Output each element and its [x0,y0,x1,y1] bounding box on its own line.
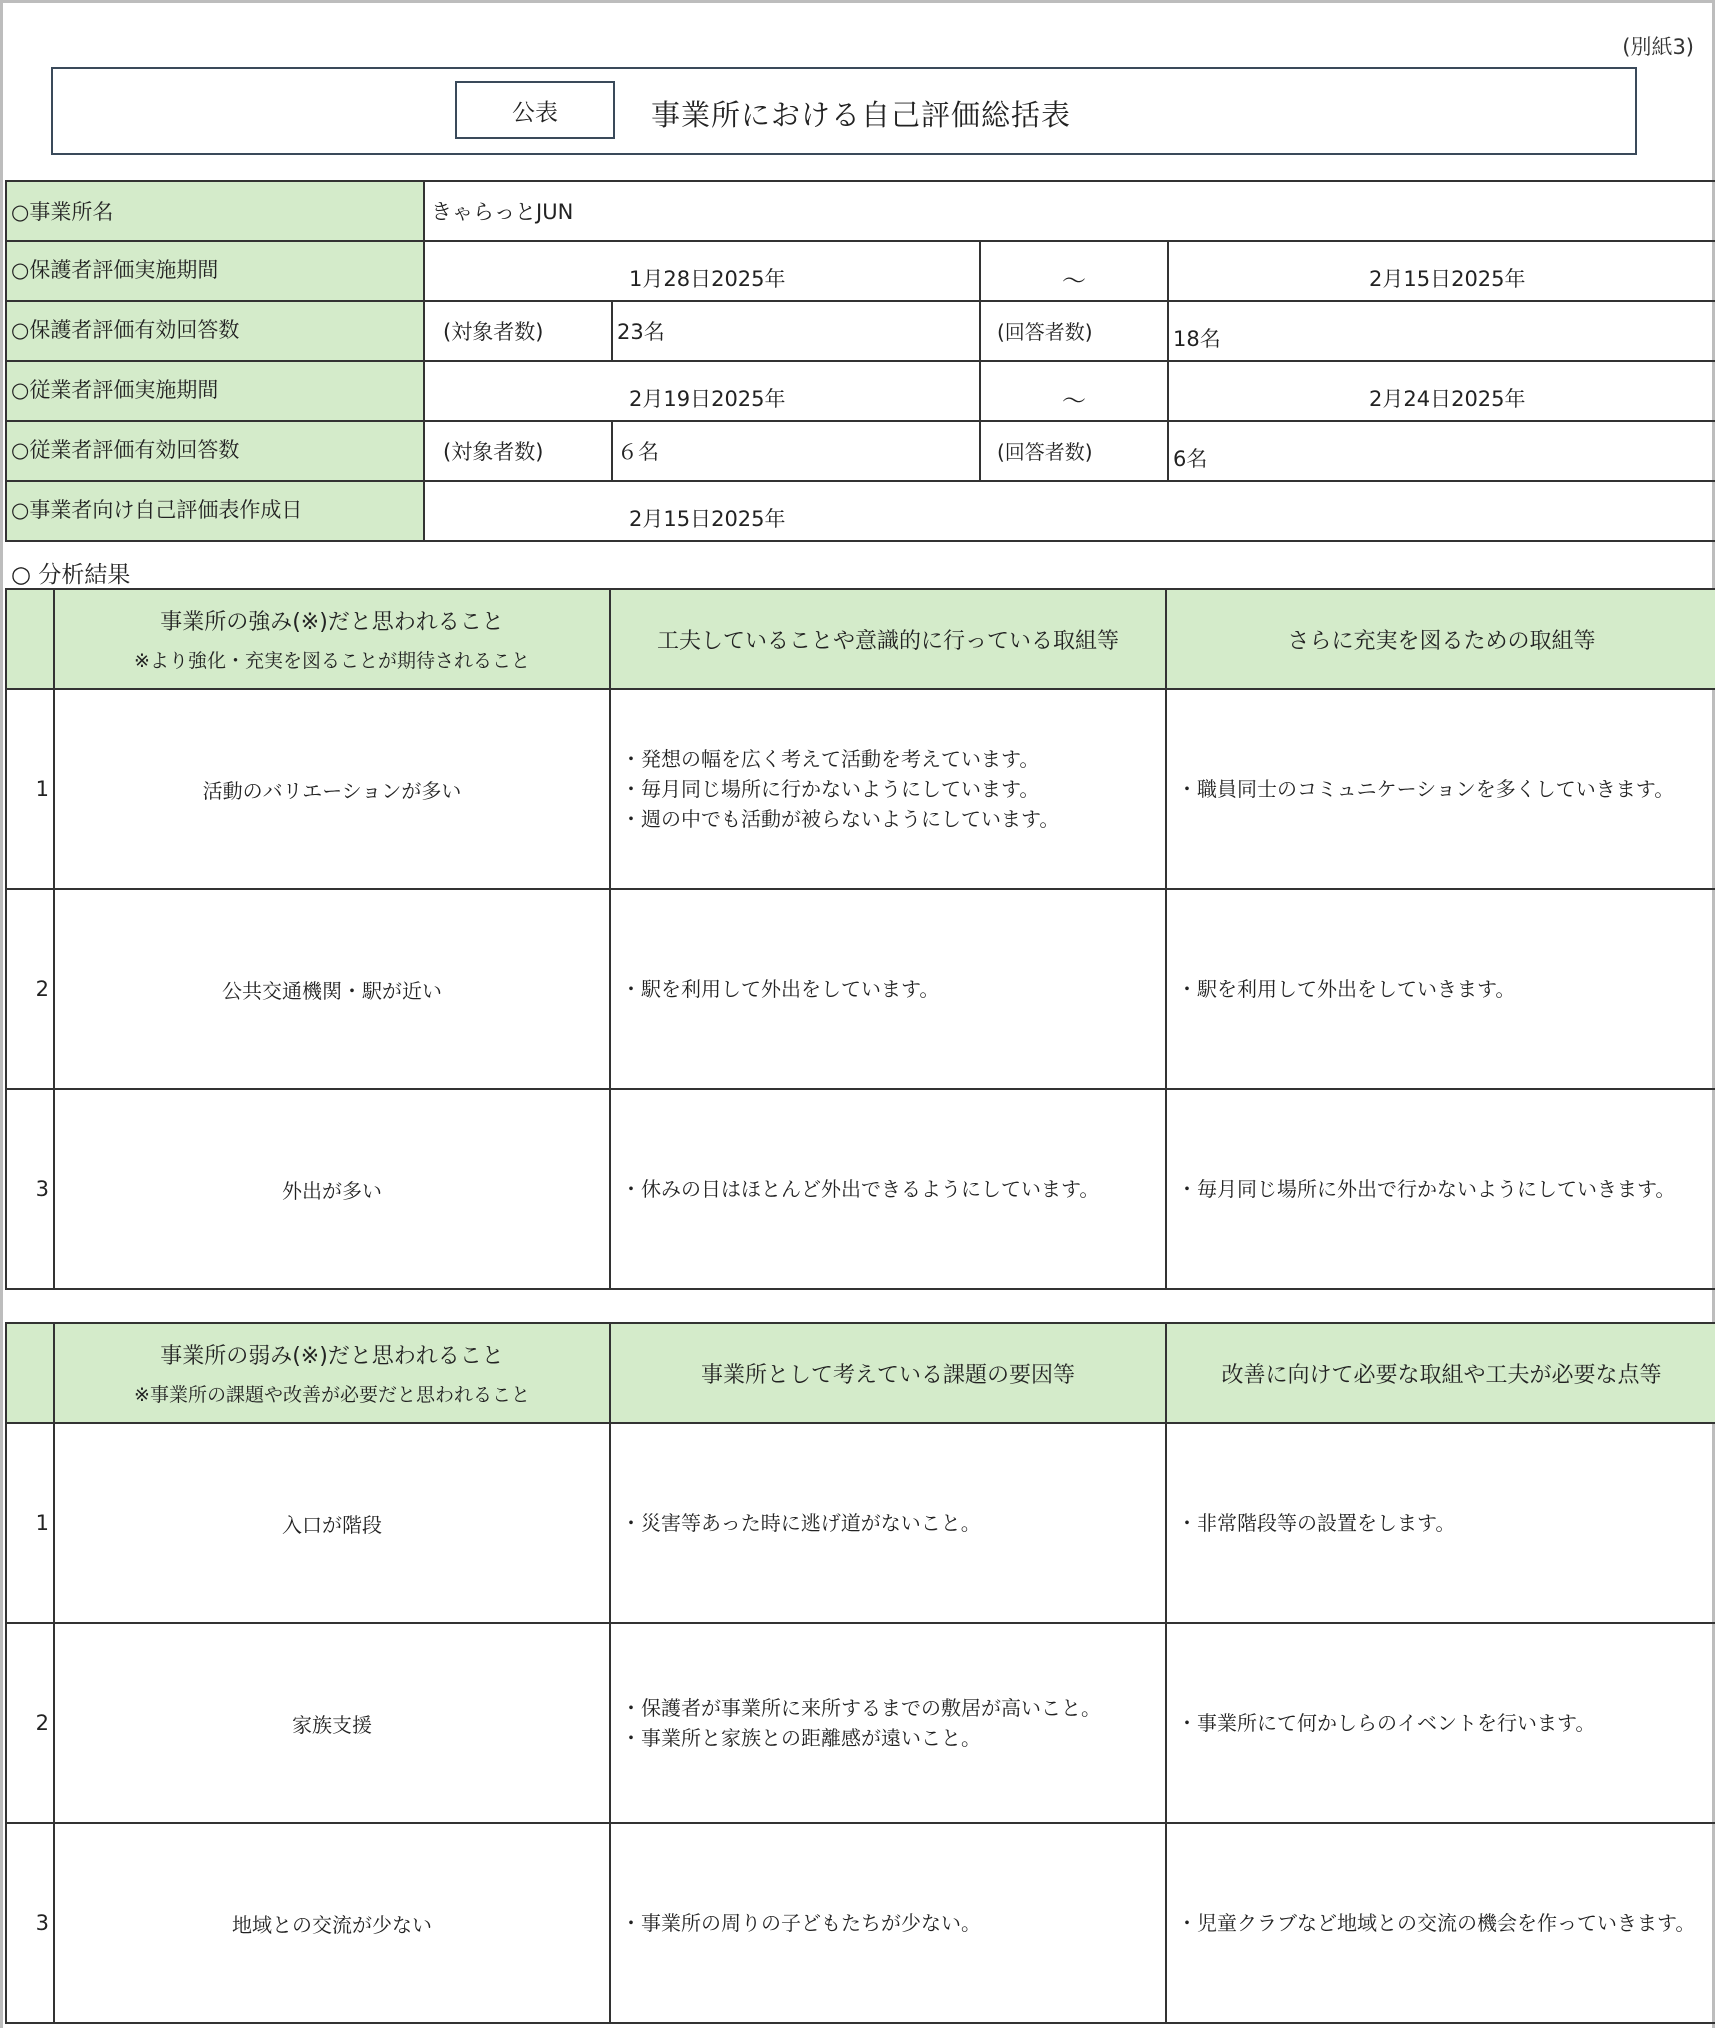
staff-period-start: 2月19日2025年 [424,361,980,421]
table-row [6,1623,1715,1823]
table-row [6,1423,1715,1623]
row-number: 1 [6,689,54,889]
staff-resp-value: 6名 [1168,421,1715,481]
weaknesses-header-blank [6,1323,54,1423]
staff-period-label: ○従業者評価実施期間 [6,361,424,421]
created-label: ○事業者向け自己評価表作成日 [6,481,424,541]
weakness-cause-line: ・事業所の周りの子どもたちが少ない。 [621,1911,981,1935]
weakness-item: 家族支援 [54,1623,610,1823]
guardian-period-end: 2月15日2025年 [1168,241,1715,301]
weakness-improvement [1166,1423,1715,1623]
strength-effort [610,1089,1166,1289]
tilde-1: ～ [980,241,1168,301]
strengths-header-row [6,589,1715,689]
title-box [51,67,1637,155]
weaknesses-header-col1-line1: 事業所の弱み(※)だと思われること [160,1344,504,1369]
strengths-header-col2: 工夫していることや意識的に行っている取組等 [610,589,1166,689]
annex-label: (別紙3) [1622,35,1694,59]
row-number: 3 [6,1089,54,1289]
facility-name: きゃらっとJUN [424,181,1715,241]
staff-resp-label: (回答者数) [980,421,1168,481]
weakness-improvement-line: ・児童クラブなど地域との交流の機会を作っていきます。 [1177,1911,1696,1935]
strengths-header-col1-line2: ※より強化・充実を図ることが期待されること [134,650,530,672]
row-number: 2 [6,889,54,1089]
staff-period-end: 2月24日2025年 [1168,361,1715,421]
weakness-cause-line: ・災害等あった時に逃げ道がないこと。 [621,1511,981,1535]
strengths-header-col1 [54,589,610,689]
info-row-created [6,481,1715,541]
weakness-item: 入口が階段 [54,1423,610,1623]
weakness-improvement [1166,1623,1715,1823]
staff-target-label: (対象者数) [424,421,612,481]
weakness-cause [610,1823,1166,2023]
info-row-guardian-period [6,241,1715,301]
info-row-staff-count [6,421,1715,481]
guardian-period-label: ○保護者評価実施期間 [6,241,424,301]
info-row-staff-period [6,361,1715,421]
guardian-period-start: 1月28日2025年 [424,241,980,301]
strength-further-line: ・毎月同じ場所に外出で行かないようにしていきます。 [1177,1177,1676,1201]
guardian-resp-label: (回答者数) [980,301,1168,361]
strengths-header-col1-line1: 事業所の強み(※)だと思われること [160,610,504,635]
strength-further [1166,689,1715,889]
table-row [6,1089,1715,1289]
strength-effort [610,689,1166,889]
strength-further-line: ・職員同士のコミュニケーションを多くしていきます。 [1177,777,1675,801]
weakness-improvement-line: ・非常階段等の設置をします。 [1177,1511,1456,1535]
info-row-facility [6,181,1715,241]
staff-count-label: ○従業者評価有効回答数 [6,421,424,481]
strength-effort [610,889,1166,1089]
weaknesses-header-row [6,1323,1715,1423]
weakness-cause-line: ・事業所と家族との距離感が遠いこと。 [621,1726,981,1750]
row-number: 1 [6,1423,54,1623]
strength-item: 活動のバリエーションが多い [54,689,610,889]
guardian-resp-value: 18名 [1168,301,1715,361]
table-row [6,689,1715,889]
weakness-cause [610,1623,1166,1823]
public-label: 公表 [455,81,615,139]
strengths-header-col3: さらに充実を図るための取組等 [1166,589,1715,689]
info-row-guardian-count [6,301,1715,361]
strength-effort-line: ・毎月同じ場所に行かないようにしています。 [621,777,1040,801]
row-number: 2 [6,1623,54,1823]
strength-effort-line: ・発想の幅を広く考えて活動を考えています。 [621,747,1040,771]
page-title: 事業所における自己評価総括表 [651,98,1072,132]
weaknesses-header-col1 [54,1323,610,1423]
weakness-improvement [1166,1823,1715,2023]
strength-effort-line: ・駅を利用して外出をしています。 [621,977,940,1001]
strengths-table [5,588,1715,1290]
table-row [6,889,1715,1089]
strength-item: 外出が多い [54,1089,610,1289]
weaknesses-header-col1-line2: ※事業所の課題や改善が必要だと思われること [134,1384,530,1406]
strength-further [1166,889,1715,1089]
guardian-count-label: ○保護者評価有効回答数 [6,301,424,361]
weakness-cause [610,1423,1166,1623]
weaknesses-header-col2: 事業所として考えている課題の要因等 [610,1323,1166,1423]
strength-effort-line: ・休みの日はほとんど外出できるようにしています。 [621,1177,1100,1201]
analysis-section-label: ○ 分析結果 [11,562,131,588]
facility-label: ○事業所名 [6,181,424,241]
info-table [5,180,1715,542]
weaknesses-table [5,1322,1715,2024]
weakness-improvement-line: ・事業所にて何かしらのイベントを行います。 [1177,1711,1596,1735]
guardian-target-value: 23名 [612,301,980,361]
weakness-cause-line: ・保護者が事業所に来所するまでの敷居が高いこと。 [621,1696,1101,1720]
created-date: 2月15日2025年 [424,481,1715,541]
guardian-target-label: (対象者数) [424,301,612,361]
strength-item: 公共交通機関・駅が近い [54,889,610,1089]
tilde-2: ～ [980,361,1168,421]
weaknesses-header-col3: 改善に向けて必要な取組や工夫が必要な点等 [1166,1323,1715,1423]
strength-further-line: ・駅を利用して外出をしていきます。 [1177,977,1516,1001]
row-number: 3 [6,1823,54,2023]
table-row [6,1823,1715,2023]
strength-effort-line: ・週の中でも活動が被らないようにしています。 [621,807,1060,831]
weakness-item: 地域との交流が少ない [54,1823,610,2023]
strength-further [1166,1089,1715,1289]
strengths-header-blank [6,589,54,689]
staff-target-value: ６名 [612,421,980,481]
